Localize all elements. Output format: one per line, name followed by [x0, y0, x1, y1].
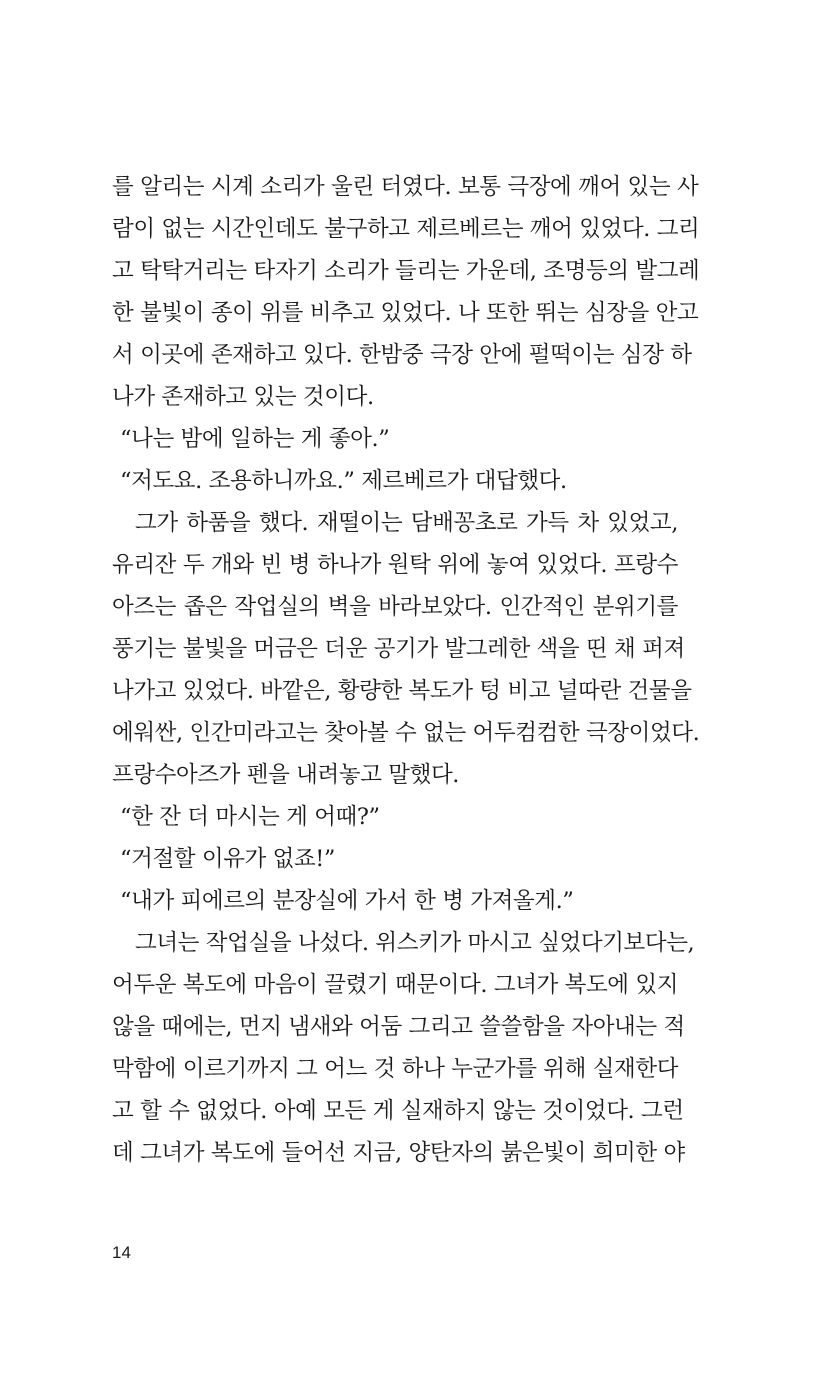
- dialogue-line: “한 잔 더 마시는 게 어때?”: [120, 804, 380, 830]
- text-line: 막함에 이르기까지 그 어느 것 하나 누군가를 위해 실재한다: [112, 1056, 679, 1082]
- paragraph-start-line: 그녀는 작업실을 나섰다. 위스키가 마시고 싶었다기보다는,: [135, 930, 695, 956]
- text-line: 프랑수아즈가 펜을 내려놓고 말했다.: [112, 762, 460, 788]
- dialogue-line: “나는 밤에 일하는 게 좋아.”: [120, 426, 390, 452]
- text-line: 고 탁탁거리는 타자기 소리가 들리는 가운데, 조명등의 발그레: [112, 258, 700, 284]
- dialogue-line: “저도요. 조용하니까요.” 제르베르가 대답했다.: [120, 468, 567, 494]
- text-line: 풍기는 불빛을 머금은 더운 공기가 발그레한 색을 띤 채 퍼져: [112, 636, 685, 662]
- paragraph-start-line: 그가 하품을 했다. 재떨이는 담배꽁초로 가득 차 있었고,: [135, 510, 678, 536]
- page-number: 14: [112, 1243, 131, 1262]
- text-line: 나가고 있었다. 바깥은, 황량한 복도가 텅 비고 널따란 건물을: [112, 678, 692, 704]
- dialogue-line: “거절할 이유가 없죠!”: [120, 846, 336, 872]
- text-line: 나가 존재하고 있는 것이다.: [112, 384, 374, 410]
- text-line: 한 불빛이 종이 위를 비추고 있었다. 나 또한 뛰는 심장을 안고: [112, 300, 699, 326]
- text-line: 를 알리는 시계 소리가 울린 터였다. 보통 극장에 깨어 있는 사: [112, 174, 699, 200]
- text-line: 에워싼, 인간미라고는 찾아볼 수 없는 어두컴컴한 극장이었다.: [112, 720, 700, 746]
- dialogue-line: “내가 피에르의 분장실에 가서 한 병 가져올게.”: [120, 888, 574, 914]
- text-line: 고 할 수 없었다. 아예 모든 게 실재하지 않는 것이었다. 그런: [112, 1098, 684, 1124]
- text-line: 유리잔 두 개와 빈 병 하나가 원탁 위에 놓여 있었다. 프랑수: [112, 552, 678, 578]
- text-line: 어두운 복도에 마음이 끌렸기 때문이다. 그녀가 복도에 있지: [112, 972, 679, 998]
- text-line: 아즈는 좁은 작업실의 벽을 바라보았다. 인간적인 분위기를: [112, 594, 678, 620]
- body-text: [112, 166, 700, 1174]
- text-line: 람이 없는 시간인데도 불구하고 제르베르는 깨어 있었다. 그리: [112, 216, 700, 242]
- text-line: 데 그녀가 복도에 들어선 지금, 양탄자의 붉은빛이 희미한 야: [112, 1140, 685, 1166]
- text-line: 않을 때에는, 먼지 냄새와 어둠 그리고 쓸쓸함을 자아내는 적: [112, 1014, 685, 1040]
- text-line: 서 이곳에 존재하고 있다. 한밤중 극장 안에 펄떡이는 심장 하: [112, 342, 692, 368]
